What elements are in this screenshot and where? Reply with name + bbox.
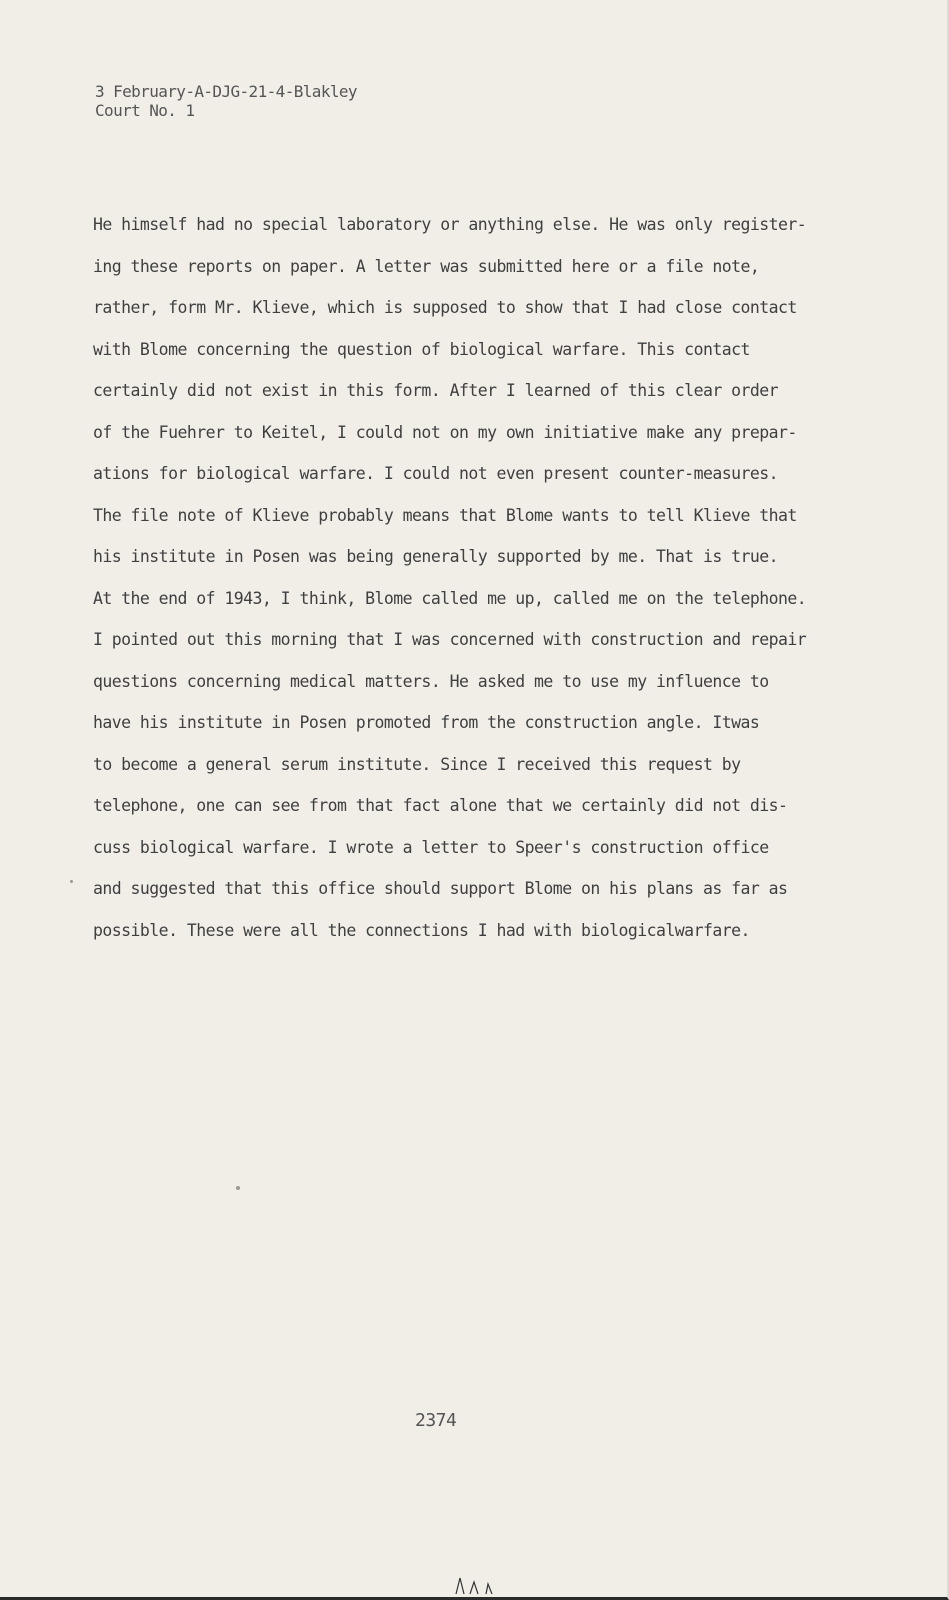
text-line: with Blome concerning the question of biological warfare. This contact	[93, 339, 750, 359]
header-session-line: 3 February-A-DJG-21-4-Blakley	[95, 82, 357, 101]
text-line: telephone, one can see from that fact alone that we certainly did not dis-	[93, 796, 788, 815]
text-line: questions concerning medical matters. He asked me to use my influence to	[93, 671, 769, 691]
text-line: ing these reports on paper. A letter was submitted here or a file note,	[93, 256, 760, 276]
text-line: He himself had no special laboratory or anything else. He was only register-	[93, 215, 807, 234]
text-line: certainly did not exist in this form. After I learned of this clear order	[93, 381, 779, 400]
text-line: have his institute in Posen promoted from the construction angle. Itwas	[93, 713, 760, 732]
paper-speck	[70, 880, 73, 883]
text-line: to become a general serum institute. Since I received this request by	[93, 754, 741, 774]
text-line: cuss biological warfare. I wrote a letter to Speer's construction office	[93, 837, 769, 857]
paper-speck	[236, 1186, 240, 1190]
text-line: At the end of 1943, I think, Blome called me up, called me on the telephone.	[93, 588, 807, 608]
text-line: and suggested that this office should support Blome on his plans as far as	[93, 879, 788, 898]
text-line: possible. These were all the connections I had with biologicalwarfare.	[93, 920, 750, 940]
text-line: his institute in Posen was being generally supported by me. That is true.	[93, 547, 779, 566]
text-line: of the Fuehrer to Keitel, I could not on my own initiative make any prepar-	[93, 422, 797, 442]
header-court-line: Court No. 1	[95, 101, 195, 120]
binding-mark-icon	[452, 1572, 512, 1596]
page-number: 2374	[415, 1410, 457, 1431]
testimony-body	[93, 204, 893, 951]
text-line: I pointed out this morning that I was concerned with construction and repair	[93, 630, 807, 649]
binding-mark	[452, 1572, 512, 1596]
text-line: The file note of Klieve probably means that Blome wants to tell Klieve that	[93, 505, 797, 525]
text-line: rather, form Mr. Klieve, which is supposed to show that I had close contact	[93, 298, 797, 317]
document-header	[95, 82, 357, 120]
text-line: ations for biological warfare. I could not even present counter-measures.	[93, 464, 779, 483]
